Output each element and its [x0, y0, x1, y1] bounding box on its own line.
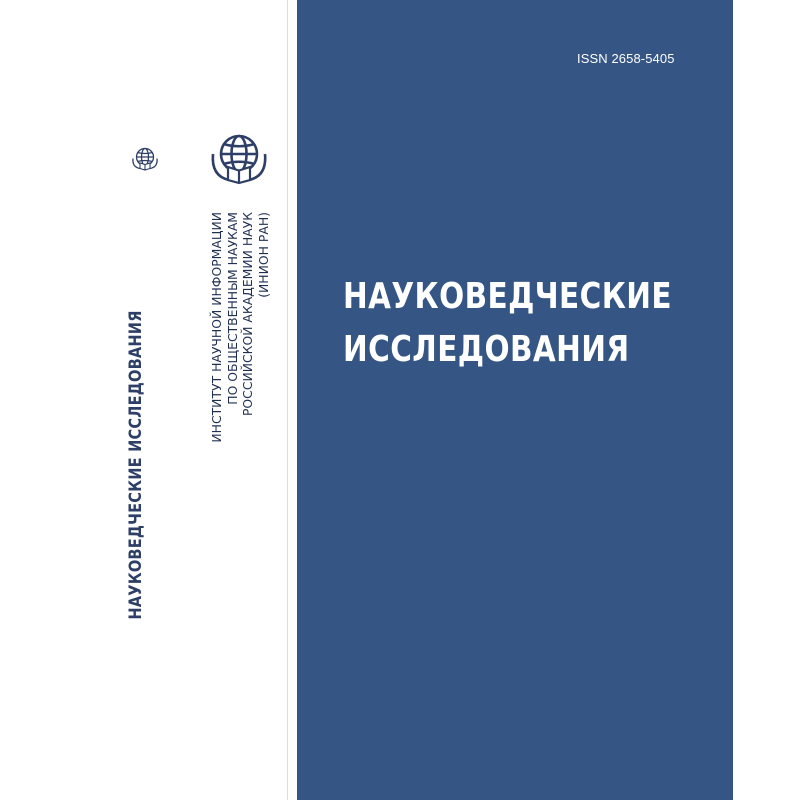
publisher-line-1: ИНСТИТУТ НАУЧНОЙ ИНФОРМАЦИИ [209, 212, 224, 443]
inion-logo-large-icon [209, 130, 269, 185]
publisher-line-4: (ИНИОН РАН) [255, 212, 271, 298]
inion-logo-small-icon [130, 145, 160, 171]
spine-panel [0, 0, 287, 800]
cover-title [343, 270, 672, 376]
cover-title-line-2: ИССЛЕДОВАНИЯ [343, 329, 630, 370]
spine-title-text: НАУКОВЕДЧЕСКИЕ ИССЛЕДОВАНИЯ [126, 310, 146, 620]
publisher-line-3: РОССИЙСКОЙ АКАДЕМИИ НАУК [240, 212, 255, 417]
publisher-line-2: ПО ОБЩЕСТВЕННЫМ НАУКАМ [224, 212, 240, 405]
cover-title-line-1: НАУКОВЕДЧЕСКИЕ [343, 276, 672, 317]
issn-label: ISSN 2658-5405 [577, 51, 675, 66]
front-cover-panel [297, 0, 733, 800]
